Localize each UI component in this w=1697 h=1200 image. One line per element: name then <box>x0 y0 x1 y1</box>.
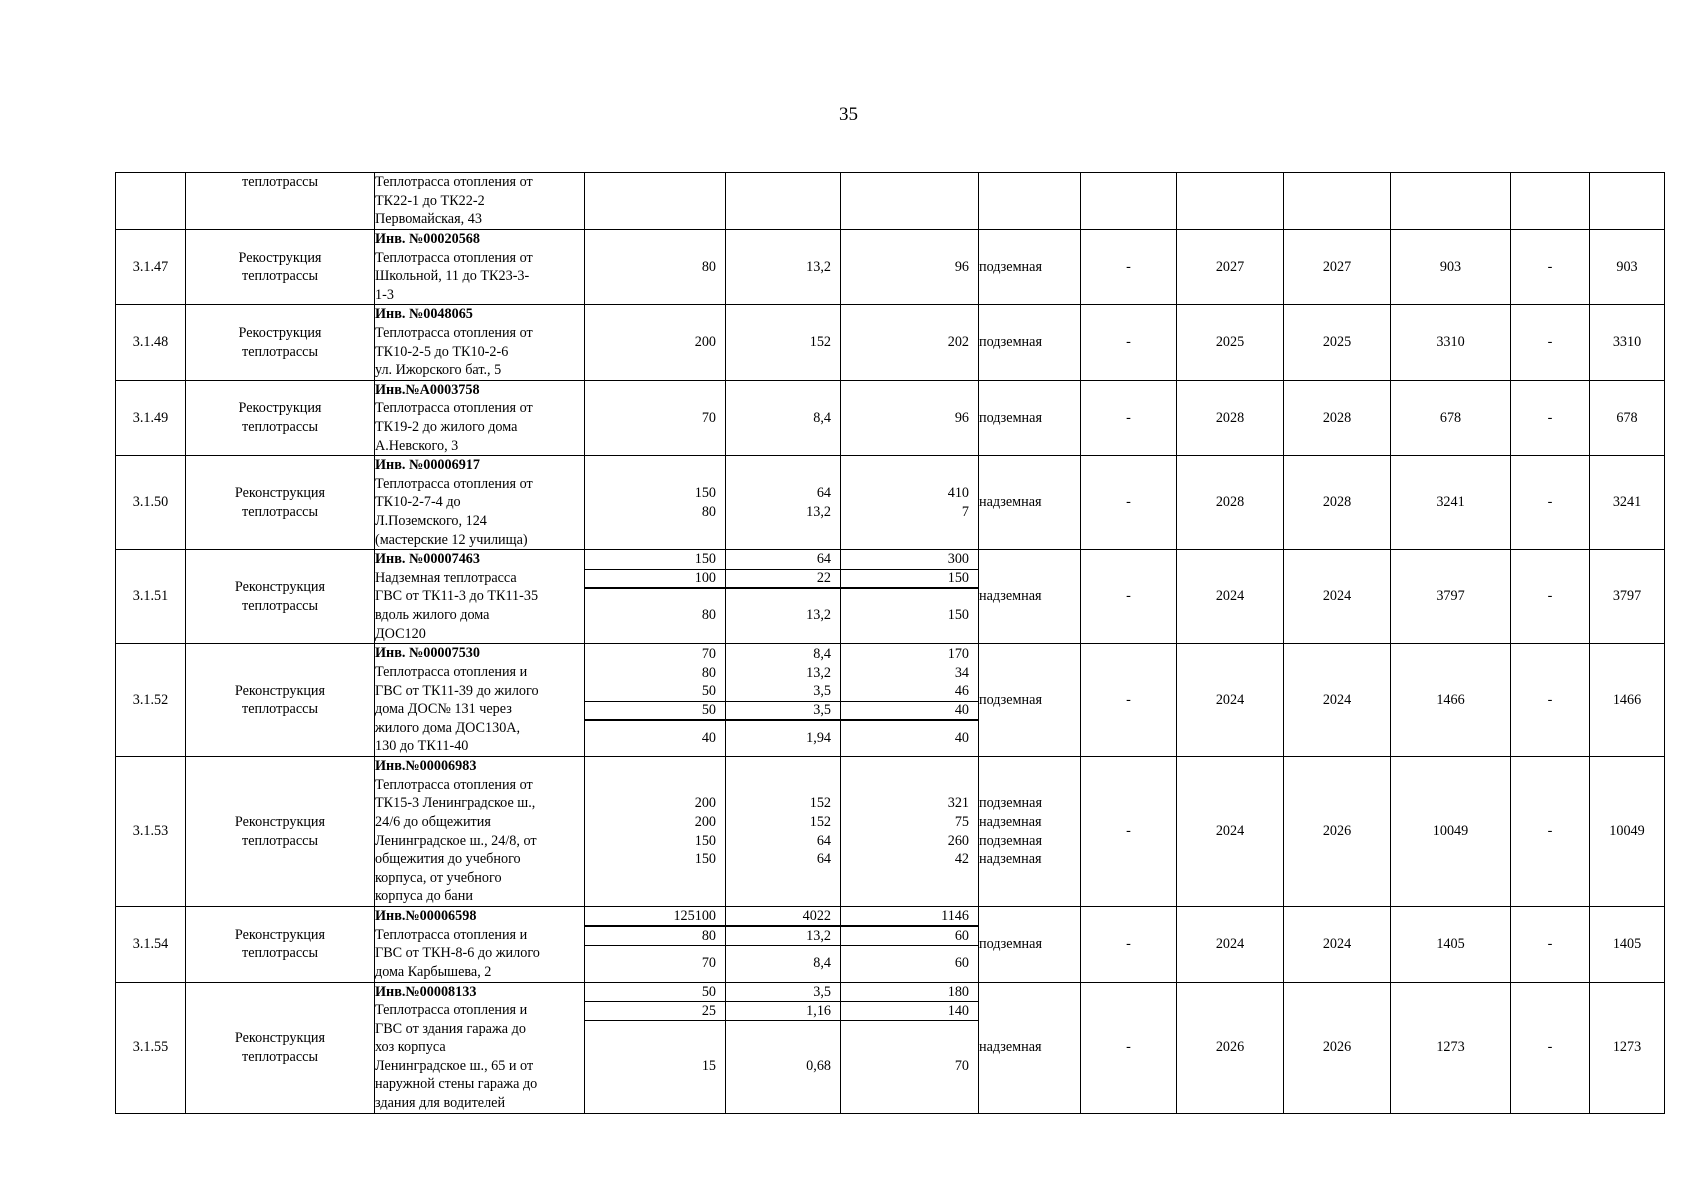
start-year: 2024 <box>1177 644 1284 757</box>
table-row <box>116 173 1665 230</box>
inventory-number: Инв.№00006598 <box>375 908 477 925</box>
total-cell <box>1590 173 1665 230</box>
object-description: Инв.№00008133 Теплотрасса отопления и ГВС от здания гаража до хоз корпуса Ленинградское ш., 65 и от наружной стены гаража до здания для водителей <box>375 982 585 1113</box>
inventory-number: Инв. №00007530 <box>375 645 480 662</box>
value-cell: 64 22 13,2 <box>726 550 841 644</box>
length-cell: 1146 60 60 <box>841 907 979 982</box>
dash-cell: - <box>1081 757 1177 907</box>
length-cell: 96 <box>841 380 979 455</box>
laying-type: подземная <box>979 230 1081 305</box>
diameter-cell: 200 <box>585 305 726 380</box>
laying-type: подземная <box>979 907 1081 982</box>
end-year: 2027 <box>1284 230 1391 305</box>
length-cell <box>841 173 979 230</box>
table-row <box>116 982 1665 1113</box>
object-description: Инв.№00006598 Теплотрасса отопления и ГВС от ТКН-8-6 до жилого дома Карбышева, 2 <box>375 907 585 982</box>
value-cell: 4022 13,2 8,4 <box>726 907 841 982</box>
dash-cell: - <box>1511 380 1590 455</box>
end-year: 2028 <box>1284 456 1391 550</box>
total-cell: 10049 <box>1590 757 1665 907</box>
table-row <box>116 550 1665 644</box>
value-cell: 152 152 64 64 <box>726 757 841 907</box>
diameter-cell <box>585 173 726 230</box>
dash-cell <box>1081 173 1177 230</box>
object-description: Инв. №00007463 Надземная теплотрасса ГВС от ТК11-3 до ТК11-35 вдоль жилого дома ДОС120 <box>375 550 585 644</box>
dash-cell <box>1511 173 1590 230</box>
value-cell: 8,4 13,2 3,5 3,5 1,94 <box>726 644 841 757</box>
diameter-cell: 200 200 150 150 <box>585 757 726 907</box>
row-number: 3.1.47 <box>116 230 186 305</box>
object-description: Инв. №00007530 Теплотрасса отопления и ГВС от ТК11-39 до жилого дома ДОС№ 131 через жилого дома ДОС130А, 130 до ТК11-40 <box>375 644 585 757</box>
object-description: Инв. №00020568 Теплотрасса отопления от Школьной, 11 до ТК23-3- 1-3 <box>375 230 585 305</box>
cost-cell: 10049 <box>1391 757 1511 907</box>
project-table <box>115 172 1665 1114</box>
cost-cell: 1405 <box>1391 907 1511 982</box>
start-year: 2024 <box>1177 550 1284 644</box>
start-year: 2026 <box>1177 982 1284 1113</box>
total-cell: 1466 <box>1590 644 1665 757</box>
laying-type: подземная <box>979 305 1081 380</box>
table-row <box>116 644 1665 757</box>
dash-cell: - <box>1511 230 1590 305</box>
inventory-number: Инв.№00006983 <box>375 758 477 775</box>
diameter-cell: 125100 80 70 <box>585 907 726 982</box>
total-cell: 1273 <box>1590 982 1665 1113</box>
page-number: 35 <box>839 104 858 125</box>
dash-cell: - <box>1081 982 1177 1113</box>
cost-cell: 3310 <box>1391 305 1511 380</box>
length-cell: 321 75 260 42 <box>841 757 979 907</box>
table-row <box>116 380 1665 455</box>
work-type: Реконструкция теплотрассы <box>186 757 375 907</box>
inventory-number: Инв.№00008133 <box>375 983 477 1000</box>
start-year: 2027 <box>1177 230 1284 305</box>
work-type: Реконструкция теплотрассы <box>186 550 375 644</box>
length-cell: 180 140 70 <box>841 982 979 1113</box>
total-cell: 3241 <box>1590 456 1665 550</box>
dash-cell: - <box>1511 644 1590 757</box>
value-cell: 64 13,2 <box>726 456 841 550</box>
inventory-number: Инв. №00007463 <box>375 551 480 568</box>
end-year: 2024 <box>1284 644 1391 757</box>
cost-cell: 903 <box>1391 230 1511 305</box>
row-number: 3.1.52 <box>116 644 186 757</box>
cost-cell <box>1391 173 1511 230</box>
start-year: 2028 <box>1177 380 1284 455</box>
laying-type: надземная <box>979 550 1081 644</box>
row-number: 3.1.53 <box>116 757 186 907</box>
inventory-number: Инв. №00020568 <box>375 231 480 247</box>
object-description: Инв. №00006917 Теплотрасса отопления от ТК10-2-7-4 до Л.Поземского, 124 (мастерские 12 училища) <box>375 456 585 550</box>
start-year <box>1177 173 1284 230</box>
work-type: Реконструкция теплотрассы <box>186 907 375 982</box>
row-number: 3.1.49 <box>116 380 186 455</box>
value-cell <box>726 173 841 230</box>
row-number: 3.1.50 <box>116 456 186 550</box>
end-year: 2026 <box>1284 982 1391 1113</box>
value-cell: 13,2 <box>726 230 841 305</box>
inventory-number: Инв. №00006917 <box>375 457 480 474</box>
end-year: 2028 <box>1284 380 1391 455</box>
length-cell: 202 <box>841 305 979 380</box>
dash-cell: - <box>1081 644 1177 757</box>
diameter-cell: 150 80 <box>585 456 726 550</box>
laying-type: надземная <box>979 982 1081 1113</box>
cost-cell: 3797 <box>1391 550 1511 644</box>
dash-cell: - <box>1511 907 1590 982</box>
object-description: Инв.№00006983 Теплотрасса отопления от ТК15-3 Ленинградское ш., 24/6 до общежития Ленинградское ш., 24/8, от общежития до учебного корпуса, от учебного корпуса до бани <box>375 757 585 907</box>
start-year: 2025 <box>1177 305 1284 380</box>
table-row <box>116 305 1665 380</box>
diameter-cell: 150 100 80 <box>585 550 726 644</box>
row-number <box>116 173 186 230</box>
total-cell: 3797 <box>1590 550 1665 644</box>
total-cell: 678 <box>1590 380 1665 455</box>
table-row <box>116 230 1665 305</box>
end-year <box>1284 173 1391 230</box>
value-cell: 8,4 <box>726 380 841 455</box>
dash-cell: - <box>1511 456 1590 550</box>
laying-type: подземная надземная подземная надземная <box>979 757 1081 907</box>
work-type: Рекострукция теплотрассы <box>186 305 375 380</box>
dash-cell: - <box>1511 550 1590 644</box>
total-cell: 1405 <box>1590 907 1665 982</box>
work-type: Рекострукция теплотрассы <box>186 380 375 455</box>
dash-cell: - <box>1081 907 1177 982</box>
end-year: 2025 <box>1284 305 1391 380</box>
cost-cell: 1273 <box>1391 982 1511 1113</box>
inventory-number: Инв. №0048065 <box>375 306 473 323</box>
table-row <box>116 456 1665 550</box>
value-cell: 152 <box>726 305 841 380</box>
dash-cell: - <box>1081 456 1177 550</box>
length-cell: 170 34 46 40 40 <box>841 644 979 757</box>
object-description: Теплотрасса отопления от ТК22-1 до ТК22-2 Первомайская, 43 <box>375 173 585 230</box>
inventory-number: Инв.№А0003758 <box>375 381 480 398</box>
row-number: 3.1.55 <box>116 982 186 1113</box>
work-type: Реконструкция теплотрассы <box>186 644 375 757</box>
row-number: 3.1.51 <box>116 550 186 644</box>
dash-cell: - <box>1081 230 1177 305</box>
value-cell: 3,5 1,16 0,68 <box>726 982 841 1113</box>
end-year: 2024 <box>1284 907 1391 982</box>
work-type: теплотрассы <box>186 173 375 230</box>
start-year: 2024 <box>1177 907 1284 982</box>
dash-cell: - <box>1511 305 1590 380</box>
dash-cell: - <box>1511 982 1590 1113</box>
work-type: Реконструкция теплотрассы <box>186 456 375 550</box>
dash-cell: - <box>1081 305 1177 380</box>
laying-type: подземная <box>979 380 1081 455</box>
object-description: Инв.№А0003758 Теплотрасса отопления от ТК19-2 до жилого дома А.Невского, 3 <box>375 380 585 455</box>
dash-cell: - <box>1511 757 1590 907</box>
diameter-cell: 50 25 15 <box>585 982 726 1113</box>
laying-type: подземная <box>979 644 1081 757</box>
table-row <box>116 757 1665 907</box>
start-year: 2024 <box>1177 757 1284 907</box>
laying-type: надземная <box>979 456 1081 550</box>
end-year: 2026 <box>1284 757 1391 907</box>
total-cell: 3310 <box>1590 305 1665 380</box>
diameter-cell: 70 <box>585 380 726 455</box>
row-number: 3.1.48 <box>116 305 186 380</box>
total-cell: 903 <box>1590 230 1665 305</box>
laying-type <box>979 173 1081 230</box>
start-year: 2028 <box>1177 456 1284 550</box>
end-year: 2024 <box>1284 550 1391 644</box>
diameter-cell: 80 <box>585 230 726 305</box>
length-cell: 96 <box>841 230 979 305</box>
work-type: Реконструкция теплотрассы <box>186 982 375 1113</box>
length-cell: 410 7 <box>841 456 979 550</box>
work-type: Рекострукция теплотрассы <box>186 230 375 305</box>
table-row <box>116 907 1665 982</box>
cost-cell: 3241 <box>1391 456 1511 550</box>
row-number: 3.1.54 <box>116 907 186 982</box>
cost-cell: 1466 <box>1391 644 1511 757</box>
length-cell: 300 150 150 <box>841 550 979 644</box>
cost-cell: 678 <box>1391 380 1511 455</box>
dash-cell: - <box>1081 550 1177 644</box>
dash-cell: - <box>1081 380 1177 455</box>
object-description: Инв. №0048065 Теплотрасса отопления от ТК10-2-5 до ТК10-2-6 ул. Ижорского бат., 5 <box>375 305 585 380</box>
diameter-cell: 70 80 50 50 40 <box>585 644 726 757</box>
